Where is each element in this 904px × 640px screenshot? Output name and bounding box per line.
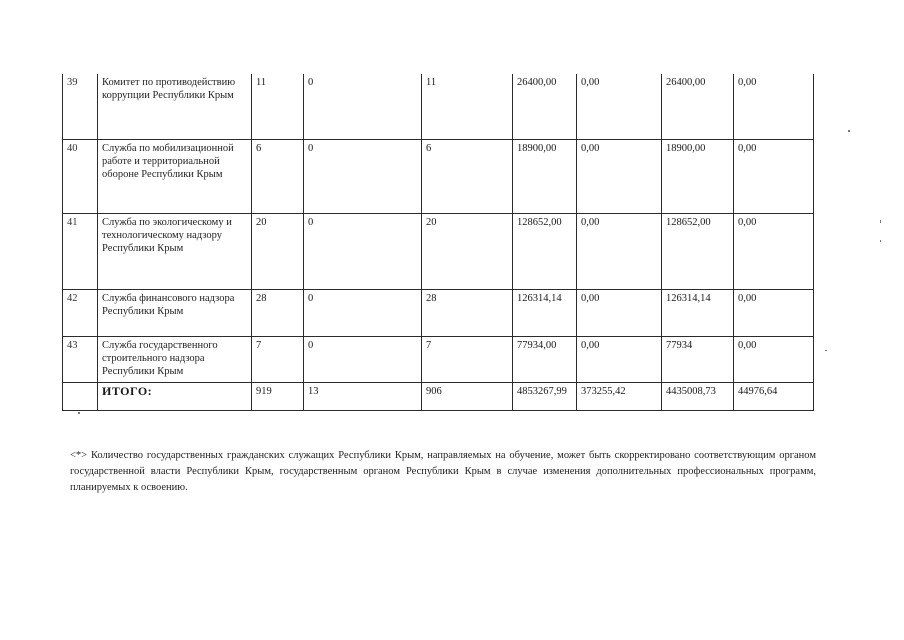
row-number: 43 [63,337,98,383]
organization-name: Служба по мобилизационной работе и территориальной обороне Республики Крым [98,140,252,214]
cell-federal-cost: 0,00 [577,140,662,214]
total-federal-employees: 13 [304,383,422,411]
table-row [63,140,814,214]
cell-regional-cost: 26400,00 [662,74,734,140]
training-budget-table [62,74,814,411]
total-federal-cost: 373255,42 [577,383,662,411]
organization-name: Служба государственного строительного надзора Республики Крым [98,337,252,383]
cell-total-employees: 20 [252,214,304,290]
table-row [63,337,814,383]
total-regional-employees: 906 [422,383,513,411]
total-regional-cost: 4435008,73 [662,383,734,411]
cell-total-cost: 77934,00 [513,337,577,383]
cell-other-cost: 0,00 [734,214,814,290]
cell-regional-cost: 77934 [662,337,734,383]
cell-federal-employees: 0 [304,140,422,214]
row-number: 42 [63,290,98,337]
cell-regional-cost: 128652,00 [662,214,734,290]
cell-federal-employees: 0 [304,214,422,290]
row-number: 40 [63,140,98,214]
cell-regional-employees: 28 [422,290,513,337]
organization-name: Служба финансового надзора Республики Крым [98,290,252,337]
scan-artifact [848,130,850,132]
organization-name: Служба по экологическому и технологическому надзору Республики Крым [98,214,252,290]
cell-federal-employees: 0 [304,290,422,337]
cell-other-cost: 0,00 [734,74,814,140]
cell-total-cost: 18900,00 [513,140,577,214]
scan-artifact [880,220,881,223]
table-row [63,74,814,140]
cell-regional-cost: 18900,00 [662,140,734,214]
cell-federal-cost: 0,00 [577,214,662,290]
total-number-cell [63,383,98,411]
cell-federal-cost: 0,00 [577,74,662,140]
total-label: ИТОГО: [98,383,252,411]
row-number: 39 [63,74,98,140]
total-other-cost: 44976,64 [734,383,814,411]
cell-other-cost: 0,00 [734,337,814,383]
total-employees: 919 [252,383,304,411]
cell-total-employees: 6 [252,140,304,214]
footnote: <*> Количество государственных гражданских служащих Республики Крым, направляемых на обучение, может быть скорректировано соответствующим органом государственной власти Республики Крым, государственным органом Республики Крым в случае изменения дополнительных профессиональных программ, планируемых к освоению. [70,449,816,493]
scan-artifact [880,240,881,242]
cell-regional-employees: 11 [422,74,513,140]
table-row [63,290,814,337]
scan-artifact [825,350,827,351]
cell-total-cost: 26400,00 [513,74,577,140]
cell-total-cost: 128652,00 [513,214,577,290]
total-cost: 4853267,99 [513,383,577,411]
table-row [63,214,814,290]
cell-other-cost: 0,00 [734,140,814,214]
cell-total-cost: 126314,14 [513,290,577,337]
cell-federal-cost: 0,00 [577,337,662,383]
total-row [63,383,814,411]
cell-regional-employees: 20 [422,214,513,290]
cell-federal-cost: 0,00 [577,290,662,337]
cell-total-employees: 28 [252,290,304,337]
scan-artifact [78,412,80,414]
row-number: 41 [63,214,98,290]
cell-other-cost: 0,00 [734,290,814,337]
cell-total-employees: 7 [252,337,304,383]
cell-federal-employees: 0 [304,337,422,383]
cell-federal-employees: 0 [304,74,422,140]
cell-regional-employees: 6 [422,140,513,214]
cell-total-employees: 11 [252,74,304,140]
organization-name: Комитет по противодействию коррупции Республики Крым [98,74,252,140]
cell-regional-cost: 126314,14 [662,290,734,337]
cell-regional-employees: 7 [422,337,513,383]
